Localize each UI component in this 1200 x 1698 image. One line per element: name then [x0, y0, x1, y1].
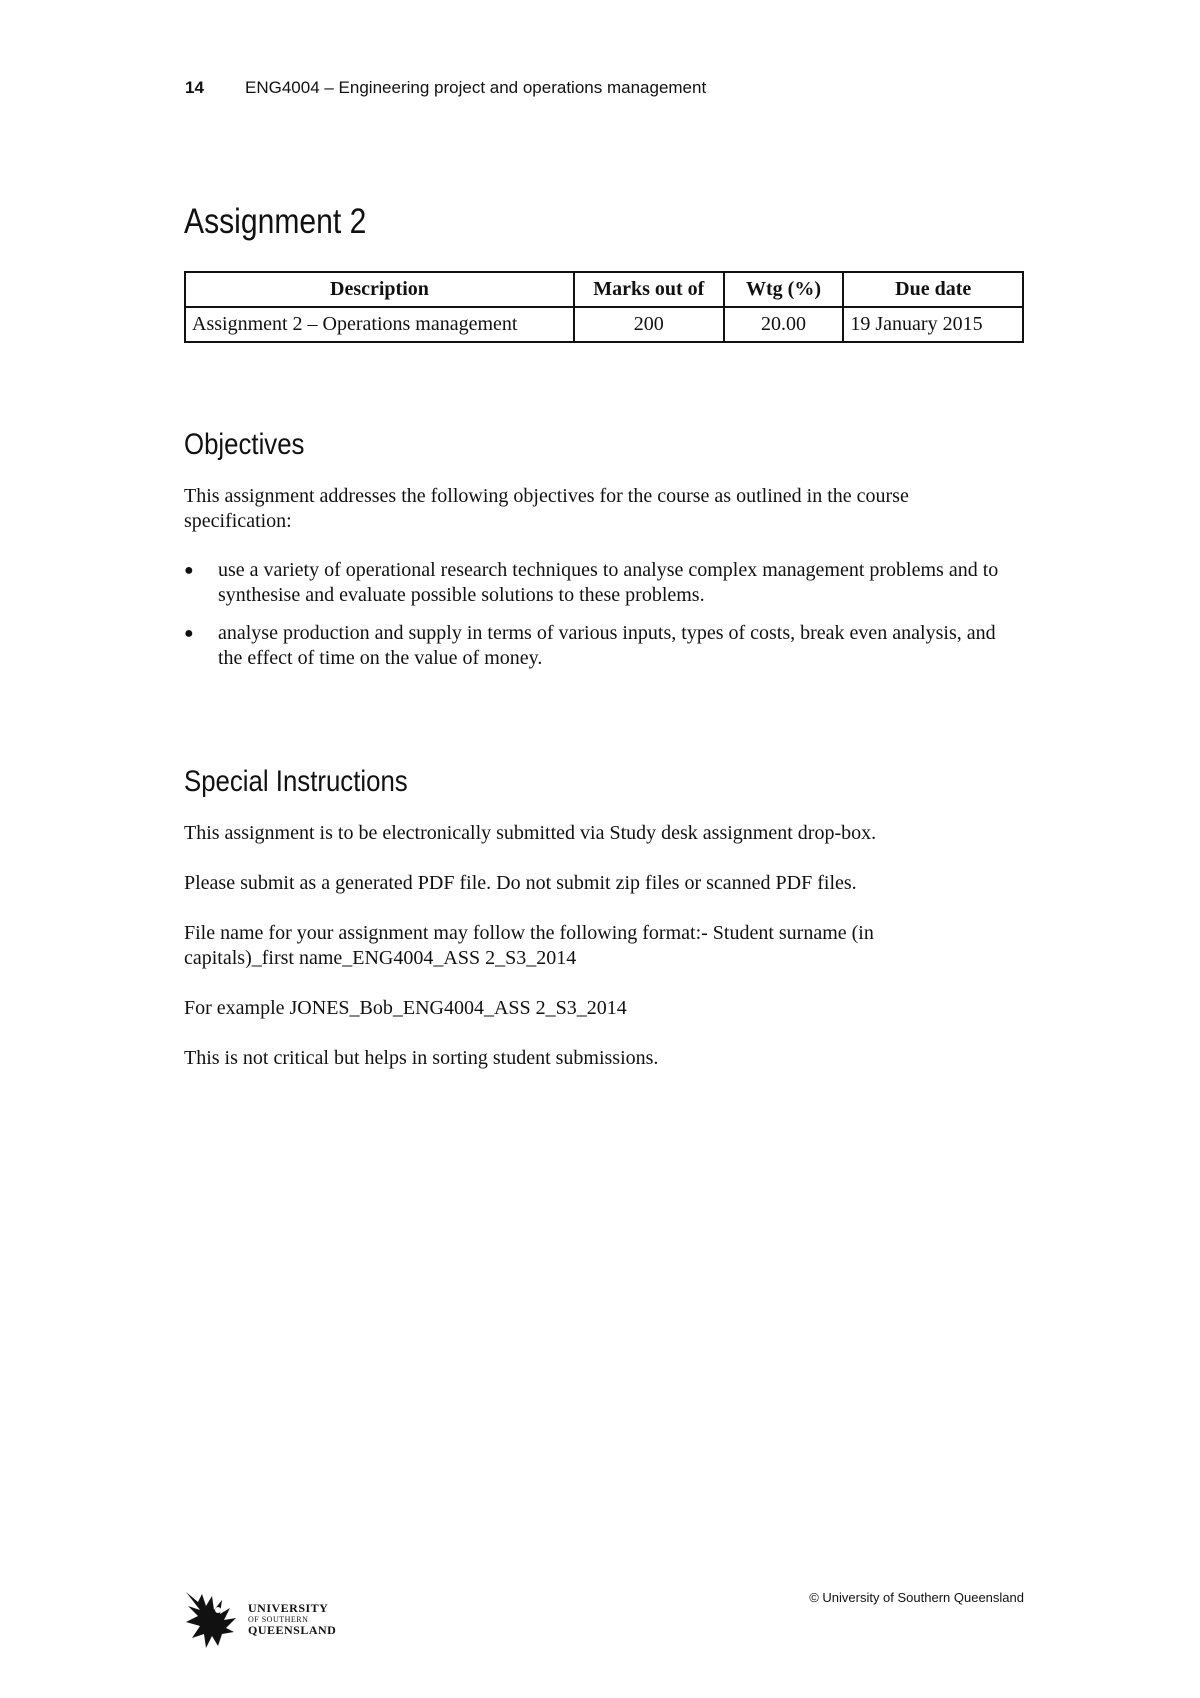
instruction-paragraph: Please submit as a generated PDF file. Do not submit zip files or scanned PDF files. [184, 872, 857, 894]
list-item [184, 621, 1004, 671]
course-title: ENG4004 – Engineering project and operations management [245, 78, 707, 97]
instruction-paragraph: This assignment is to be electronically submitted via Study desk assignment drop-box. [184, 822, 877, 844]
logo-line: OF SOUTHERN [248, 1614, 309, 1624]
instruction-paragraph: For example JONES_Bob_ENG4004_ASS 2_S3_2014 [184, 997, 627, 1019]
table-header-row [185, 272, 1023, 307]
page-number: 14 [185, 78, 204, 97]
special-instructions-heading: Special Instructions [184, 765, 408, 798]
assignment-table [184, 271, 1024, 343]
usq-phoenix-logo-icon [184, 1588, 244, 1650]
page-header [185, 78, 706, 98]
university-logo [184, 1588, 336, 1650]
page-title: Assignment 2 [184, 202, 367, 241]
instruction-paragraph: This is not critical but helps in sorting student submissions. [184, 1047, 659, 1069]
table-header-weighting: Wtg (%) [724, 272, 844, 307]
bullet-icon: ● [184, 625, 194, 642]
logo-line: UNIVERSITY [248, 1600, 329, 1615]
objective-text: use a variety of operational research techniques to analyse complex management problems and to synthesise and evaluate possible solutions to these problems. [218, 559, 999, 606]
table-row [185, 307, 1023, 342]
objectives-list [184, 558, 1004, 684]
objectives-heading: Objectives [184, 428, 305, 461]
cell-description: Assignment 2 – Operations management [185, 307, 574, 342]
cell-weighting: 20.00 [724, 307, 844, 342]
list-item [184, 558, 1004, 608]
cell-due-date: 19 January 2015 [843, 307, 1023, 342]
bullet-icon: ● [184, 562, 194, 579]
table-header-due-date: Due date [843, 272, 1023, 307]
cell-marks: 200 [574, 307, 724, 342]
table-header-description: Description [185, 272, 574, 307]
logo-line: QUEENSLAND [248, 1622, 337, 1637]
objectives-intro: This assignment addresses the following objectives for the course as outlined in the course specification: [184, 485, 909, 532]
instruction-paragraph: File name for your assignment may follow the following format:- Student surname (in capitals)_first name_ENG4004_ASS 2_S3_2014 [184, 922, 874, 969]
copyright-notice: © University of Southern Queensland [809, 1590, 1024, 1605]
logo-wordmark [248, 1600, 337, 1637]
table-header-marks: Marks out of [574, 272, 724, 307]
objective-text: analyse production and supply in terms of various inputs, types of costs, break even analysis, and the effect of time on the value of money. [218, 622, 996, 669]
